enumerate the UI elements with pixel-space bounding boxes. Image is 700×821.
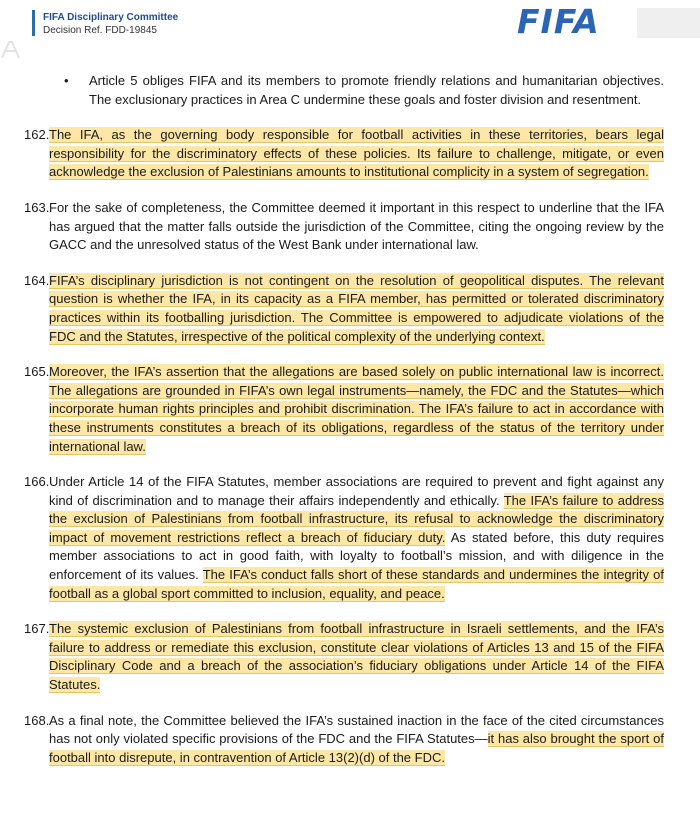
paragraph-165: [24, 363, 664, 456]
paragraph-number: 168.: [24, 712, 50, 728]
highlighted-text: The IFA’s failure to address the exclusion of Palestinians from football infrastructure, its refusal to acknowledge the discriminatory impact of movement restrictions reflect a breach of fiduciary duty.: [49, 492, 664, 545]
highlighted-text: FIFA’s disciplinary jurisdiction is not contingent on the resolution of geopolitical disputes. The relevant question is whether the IFA, in its capacity as a FIFA member, has permitted or tolerated discriminatory practices within its footballing jurisdiction. The Committee is empowered to adjudicate violations of the FDC and the Statutes, irrespective of the political complexity of the underlying context.: [49, 272, 664, 344]
plain-text: As stated before, this duty requires member associations to act in good faith, with loyalty to football’s mission, and with diligence in the enforcement of its values.: [49, 529, 664, 583]
paragraph-text: [49, 712, 664, 768]
decision-reference: Decision Ref. FDD-19845: [43, 25, 157, 36]
bullet-dot-icon: •: [64, 73, 69, 88]
paragraph-text: [49, 126, 664, 182]
document-header: [43, 11, 178, 37]
highlighted-text: The IFA’s conduct falls short of these standards and undermines the integrity of football as a global sport committed to inclusion, equality, and peace.: [49, 567, 664, 601]
highlighted-text: Moreover, the IFA’s assertion that the allegations are based solely on public international law is incorrect. The allegations are grounded in FIFA’s own legal instruments—namely, the FDC and the Statutes—which incorporate human rights principles and prohibit discrimination. The IFA’s failure to act in accordance with these instruments constitutes a breach of its obligations, regardless of the status of the territory under international law.: [49, 364, 664, 454]
paragraph-164: [24, 272, 664, 346]
paragraph-list: [24, 126, 664, 767]
paragraph-168: [24, 712, 664, 768]
paragraph-163: [24, 199, 664, 255]
bullet-text: Article 5 obliges FIFA and its members to promote friendly relations and humanitarian objectives. The exclusionary practices in Area C undermine these goals and foster division and resentment.: [89, 73, 664, 107]
paragraph-number: 163.: [24, 199, 50, 215]
paragraph-number: 166.: [24, 474, 50, 490]
paragraph-text: [49, 272, 664, 346]
paragraph-167: [24, 620, 664, 694]
document-body: [24, 72, 664, 767]
header-placeholder-box: [637, 8, 700, 38]
paragraph-text: [49, 199, 664, 255]
plain-text: As a final note, the Committee believed the IFA’s sustained inaction in the face of the cited circumstances has not only violated specific provisions of the FDC and the FIFA Statutes—: [49, 712, 664, 747]
bullet-item: [64, 72, 664, 109]
highlighted-text: The systemic exclusion of Palestinians from football infrastructure in Israeli settlements, and the IFA’s failure to address or remediate this exclusion, constitute clear violations of Articles 13 and 15 of the FIFA Disciplinary Code and a breach of the association’s fiduciary obligations under Article 14 of the FIFA Statutes.: [49, 621, 664, 693]
paragraph-text: [49, 620, 664, 694]
plain-text: For the sake of completeness, the Committee deemed it important in this respect to underline that the IFA has argued that the matter falls outside the jurisdiction of the Committee, citing the ongoing review by the GACC and the unresolved status of the West Bank under international law.: [49, 199, 664, 253]
paragraph-text: [49, 363, 664, 456]
plain-text: Under Article 14 of the FIFA Statutes, member associations are required to prevent and fight against any kind of discrimination and to manage their affairs independently and ethically.: [49, 474, 664, 508]
paragraph-number: 164.: [24, 272, 50, 288]
committee-name: FIFA Disciplinary Committee: [43, 12, 179, 23]
fifa-logo: FIFA: [517, 2, 600, 41]
highlighted-text: The IFA, as the governing body responsible for football activities in these territories, bears legal responsibility for the discriminatory effects of these policies. Its failure to challenge, mitigate, or even acknowledge the exclusion of Palestinians amounts to institutional complicity in a system of segregation.: [49, 127, 664, 180]
paragraph-number: 167.: [24, 621, 50, 637]
paragraph-number: 165.: [24, 364, 50, 380]
paragraph-text: [49, 473, 664, 603]
paragraph-166: [24, 473, 664, 603]
paragraph-number: 162.: [24, 127, 50, 143]
header-accent-bar: [32, 10, 35, 36]
paragraph-162: [24, 126, 664, 182]
highlighted-text: it has also brought the sport of football into disrepute, in contravention of Article 13(2)(d) of the FDC.: [49, 731, 664, 765]
watermark-icon: [0, 38, 24, 60]
